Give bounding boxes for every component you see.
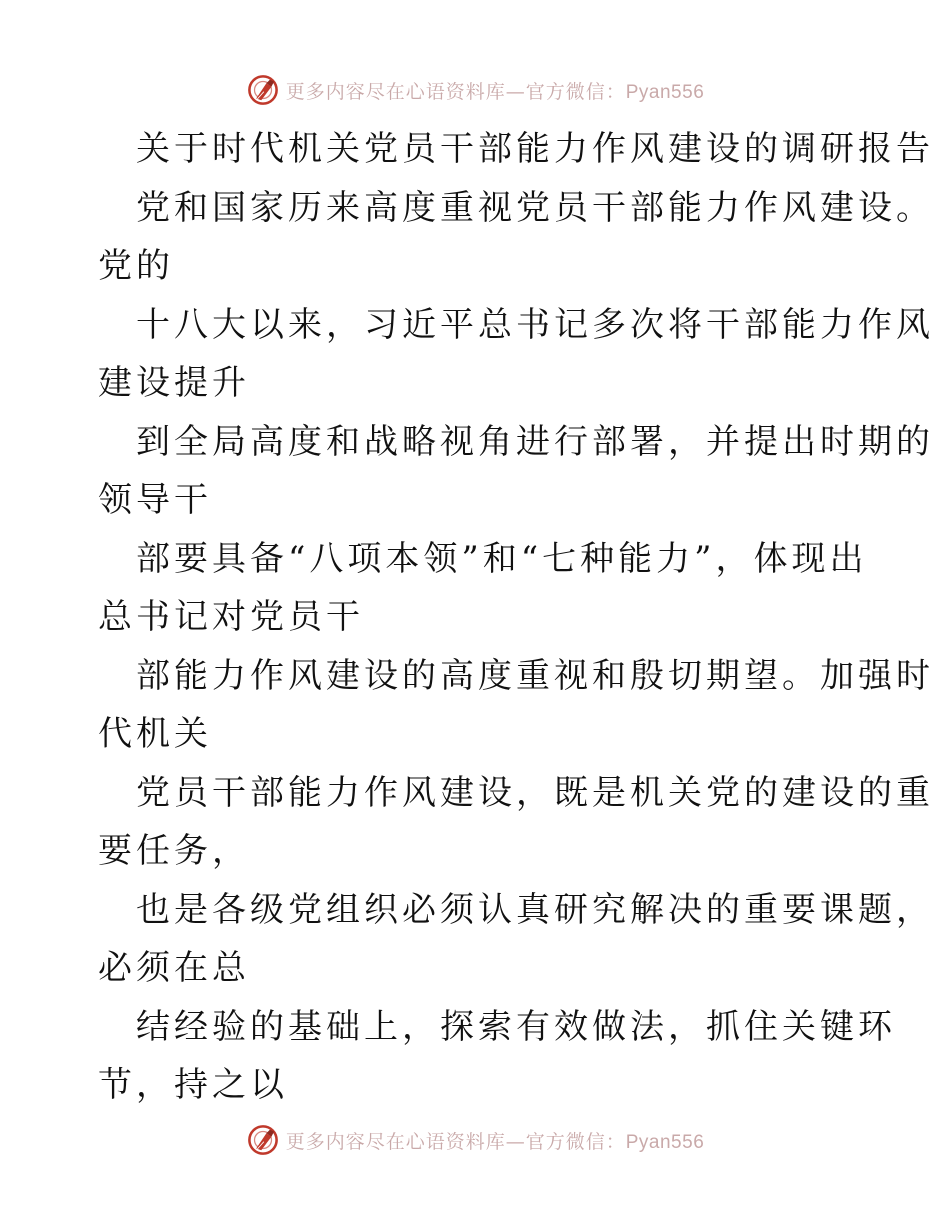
watermark-banner-bottom	[0, 1120, 950, 1160]
watermark-banner-content	[246, 70, 705, 110]
text-line: 领导干	[98, 480, 212, 520]
watermark-contact-label: 官方微信：	[525, 80, 626, 103]
watermark-contact-id: Pyan556	[625, 1131, 705, 1153]
pen-nib-logo-icon	[246, 1123, 280, 1157]
text-line: 到全局高度和战略视角进行部署，并提出时期的	[136, 421, 934, 462]
text-line: 党的	[98, 246, 174, 286]
text-line: 也是各级党组织必须认真研究解决的重要课题，	[136, 889, 934, 930]
text-line: 部要具备“八项本领”和“七种能力”，体现出	[136, 538, 868, 579]
text-line: 节，持之以	[98, 1065, 288, 1105]
text-line: 总书记对党员干	[98, 597, 364, 637]
watermark-brand: 更多内容尽在心语资料库	[285, 80, 506, 103]
document-body	[98, 120, 934, 1115]
watermark-text	[286, 1127, 705, 1154]
text-line: 十八大以来，习近平总书记多次将干部能力作风	[136, 304, 934, 345]
text-line: 党和国家历来高度重视党员干部能力作风建设。	[136, 187, 934, 228]
watermark-dash: —	[505, 1130, 526, 1153]
text-line: 关于时代机关党员干部能力作风建设的调研报告	[136, 129, 934, 169]
pen-nib-logo-icon	[246, 73, 280, 107]
watermark-text	[286, 77, 705, 104]
text-line: 结经验的基础上，探索有效做法，抓住关键环	[136, 1006, 896, 1047]
text-line: 必须在总	[98, 948, 250, 988]
text-line: 党员干部能力作风建设，既是机关党的建设的重	[136, 772, 934, 813]
watermark-banner-top	[0, 70, 950, 110]
text-line: 建设提升	[98, 363, 250, 403]
watermark-banner-content	[246, 1120, 705, 1160]
text-line: 部能力作风建设的高度重视和殷切期望。加强时	[136, 655, 934, 696]
watermark-contact-id: Pyan556	[625, 81, 705, 103]
text-line: 要任务，	[98, 831, 250, 871]
watermark-dash: —	[505, 80, 526, 103]
watermark-brand: 更多内容尽在心语资料库	[285, 1130, 506, 1153]
text-line: 代机关	[98, 714, 212, 754]
watermark-contact-label: 官方微信：	[525, 1130, 626, 1153]
